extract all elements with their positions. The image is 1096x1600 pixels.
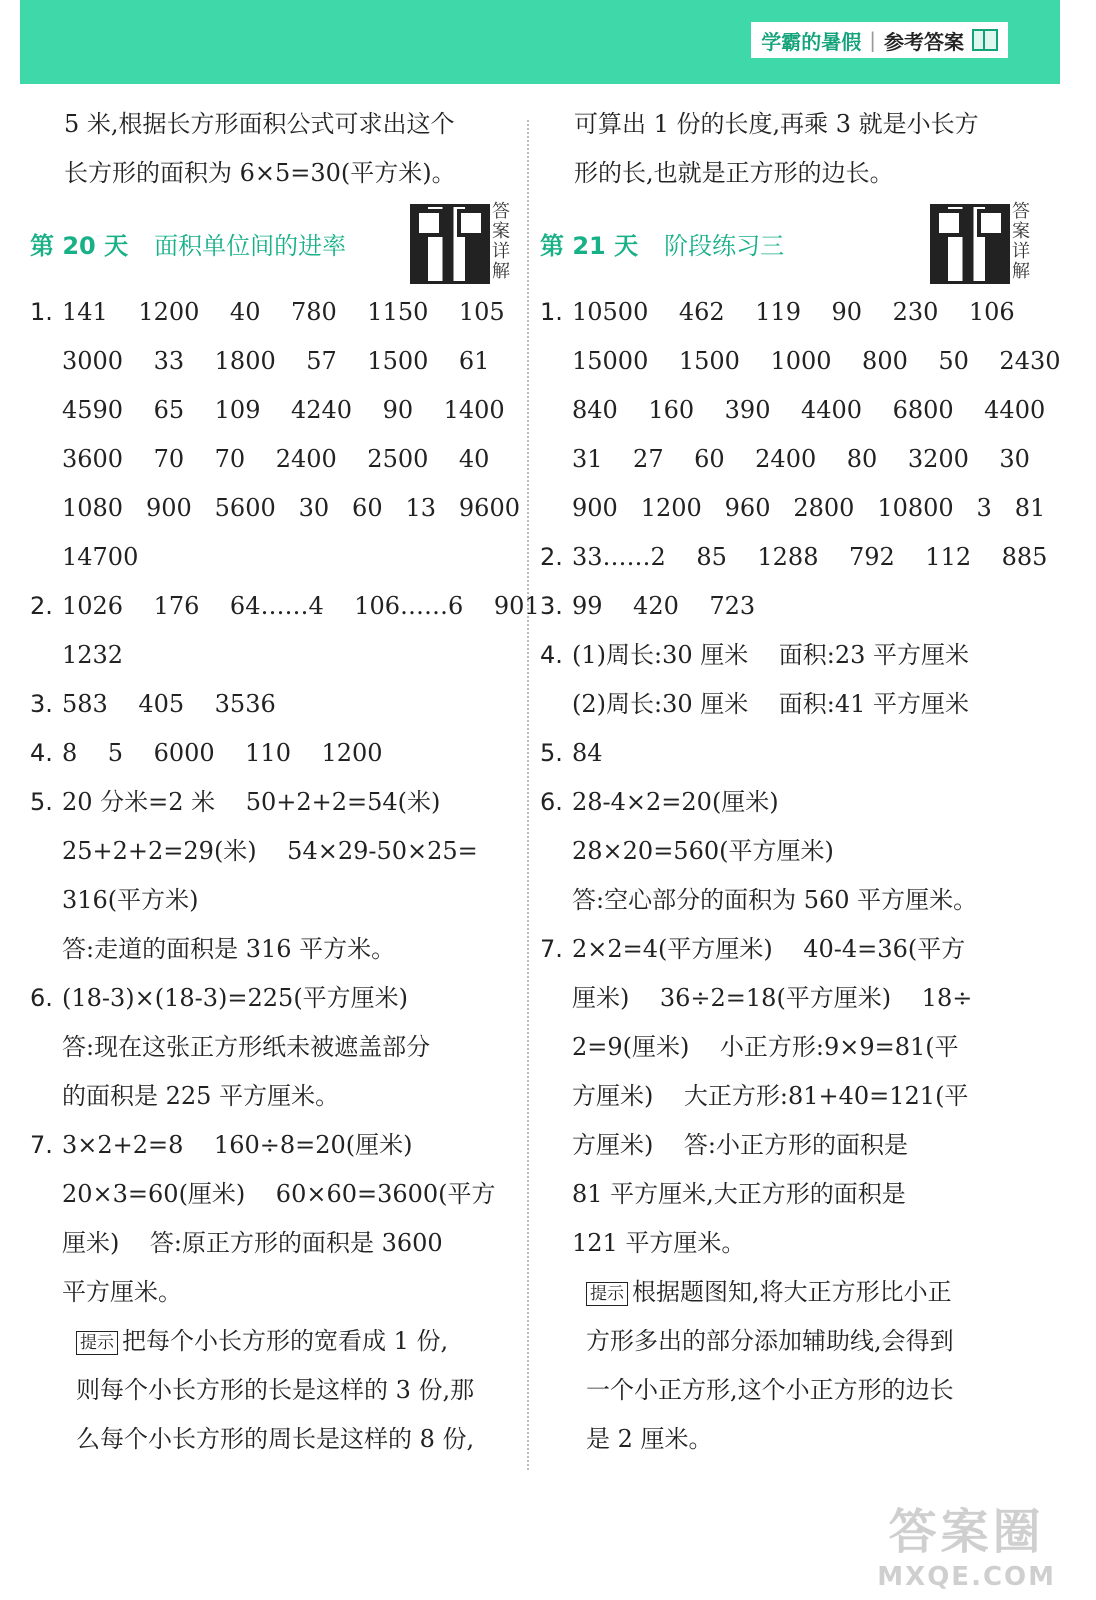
answer-line bbox=[540, 288, 1040, 337]
right-answer-list bbox=[540, 288, 1061, 1268]
answer-text: 方厘米) 大正方形:81+40=121(平 bbox=[572, 1082, 969, 1110]
answer-text: 方厘米) 答:小正方形的面积是 bbox=[572, 1131, 908, 1159]
answer-text: 121 平方厘米。 bbox=[572, 1229, 746, 1257]
answer-line bbox=[30, 1268, 520, 1317]
answer-line bbox=[540, 925, 1040, 974]
answer-text: (18-3)×(18-3)=225(平方厘米) bbox=[62, 984, 409, 1012]
answer-text: 28×20=560(平方厘米) bbox=[572, 837, 834, 865]
section-topic: 面积单位间的进率 bbox=[154, 231, 347, 260]
answer-text: 583 405 3536 bbox=[62, 690, 276, 718]
watermark bbox=[877, 1493, 1056, 1592]
answer-text: 3×2+2=8 160÷8=20(厘米) bbox=[62, 1131, 413, 1159]
answer-line bbox=[540, 778, 1040, 827]
answer-text: 4590 65 109 4240 90 1400 bbox=[62, 396, 505, 424]
answer-text: 15000 1500 1000 800 50 2430 bbox=[572, 347, 1061, 375]
answer-text: 答:走道的面积是 316 平方米。 bbox=[62, 935, 396, 963]
hint-line: 一个小正方形,这个小正方形的边长 bbox=[586, 1376, 954, 1404]
answer-text: 平方厘米。 bbox=[62, 1278, 182, 1306]
question-number: 2. bbox=[540, 543, 563, 571]
answer-line bbox=[540, 680, 1040, 729]
section-topic: 阶段练习三 bbox=[664, 231, 785, 260]
answer-line bbox=[540, 484, 1046, 533]
header-label: 参考答案 bbox=[884, 29, 964, 54]
answer-line bbox=[30, 337, 520, 386]
answer-line bbox=[30, 631, 520, 680]
qr-code-icon[interactable] bbox=[410, 204, 490, 284]
section-day: 第 21 天 bbox=[540, 231, 639, 260]
left-answer-list bbox=[30, 288, 540, 1317]
question-number: 4. bbox=[540, 641, 563, 669]
question-number: 1. bbox=[540, 298, 563, 326]
section-day: 第 20 天 bbox=[30, 231, 129, 260]
answer-line bbox=[30, 729, 520, 778]
answer-line bbox=[30, 386, 520, 435]
answer-line bbox=[540, 582, 1040, 631]
header-separator: | bbox=[869, 28, 876, 52]
answer-line bbox=[30, 435, 520, 484]
answer-line bbox=[30, 974, 520, 1023]
answer-line bbox=[30, 1170, 520, 1219]
page-header bbox=[20, 0, 1060, 84]
hint-line: 么每个小长方形的周长是这样的 8 份, bbox=[76, 1425, 475, 1453]
answer-line bbox=[540, 631, 1040, 680]
hint-icon: 提示 bbox=[586, 1282, 628, 1306]
section-title-day21 bbox=[540, 198, 1040, 288]
watermark-bottom: MXQE.COM bbox=[877, 1562, 1056, 1592]
answer-line bbox=[540, 1219, 1040, 1268]
right-column bbox=[540, 100, 1061, 1464]
question-number: 7. bbox=[540, 935, 563, 963]
qr-label: 答案详解 bbox=[1012, 201, 1030, 282]
left-intro-line: 5 米,根据长方形面积公式可求出这个 bbox=[64, 110, 455, 138]
hint-line bbox=[540, 1268, 1040, 1317]
hint-text: 把每个小长方形的宽看成 1 份, bbox=[122, 1327, 449, 1355]
question-number: 7. bbox=[30, 1131, 53, 1159]
answer-line bbox=[30, 1219, 520, 1268]
answer-text: 10500 462 119 90 230 106 bbox=[572, 298, 1015, 326]
question-number: 3. bbox=[540, 592, 563, 620]
answer-line bbox=[30, 876, 520, 925]
section-title-day20 bbox=[30, 198, 520, 288]
answer-text: 141 1200 40 780 1150 105 bbox=[62, 298, 505, 326]
answer-text: 900 1200 960 2800 10800 3 81 bbox=[572, 494, 1046, 522]
hint-line: 则每个小长方形的长是这样的 3 份,那 bbox=[76, 1376, 475, 1404]
answer-line bbox=[30, 778, 520, 827]
answer-text: 81 平方厘米,大正方形的面积是 bbox=[572, 1180, 906, 1208]
answer-text: (2)周长:30 厘米 面积:41 平方厘米 bbox=[572, 690, 970, 718]
answer-text: 33……2 85 1288 792 112 885 bbox=[572, 543, 1048, 571]
answer-line bbox=[30, 484, 520, 533]
answer-text: 316(平方米) bbox=[62, 886, 199, 914]
answer-text: 2=9(厘米) 小正方形:9×9=81(平 bbox=[572, 1033, 959, 1061]
answer-line bbox=[540, 435, 1040, 484]
answer-line bbox=[540, 337, 1061, 386]
answer-text: 840 160 390 4400 6800 4400 bbox=[572, 396, 1046, 424]
answer-text: 14700 bbox=[62, 543, 139, 571]
answer-line bbox=[540, 974, 1040, 1023]
question-number: 5. bbox=[30, 788, 53, 816]
question-number: 6. bbox=[540, 788, 563, 816]
answer-line bbox=[540, 1170, 1040, 1219]
answer-text: 1026 176 64……4 106……6 901 bbox=[62, 592, 540, 620]
hint-line: 方形多出的部分添加辅助线,会得到 bbox=[586, 1327, 954, 1355]
answer-text: 84 bbox=[572, 739, 603, 767]
book-icon bbox=[972, 29, 998, 51]
question-number: 3. bbox=[30, 690, 53, 718]
answer-line bbox=[540, 1121, 1040, 1170]
answer-text: 20 分米=2 米 50+2+2=54(米) bbox=[62, 788, 441, 816]
left-intro-line: 长方形的面积为 6×5=30(平方米)。 bbox=[64, 159, 456, 187]
answer-text: 厘米) 36÷2=18(平方厘米) 18÷ bbox=[572, 984, 973, 1012]
answer-text: 的面积是 225 平方厘米。 bbox=[62, 1082, 340, 1110]
answer-line bbox=[30, 582, 540, 631]
answer-line bbox=[30, 680, 520, 729]
hint-text: 根据题图知,将大正方形比小正 bbox=[632, 1278, 952, 1306]
watermark-top: 答案圈 bbox=[888, 1504, 1045, 1560]
answer-line bbox=[30, 925, 520, 974]
answer-text: 8 5 6000 110 1200 bbox=[62, 739, 383, 767]
question-number: 1. bbox=[30, 298, 53, 326]
answer-text: 25+2+2=29(米) 54×29-50×25= bbox=[62, 837, 478, 865]
answer-line bbox=[30, 827, 520, 876]
question-number: 5. bbox=[540, 739, 563, 767]
answer-line bbox=[540, 1072, 1040, 1121]
answer-line bbox=[540, 1023, 1040, 1072]
answer-text: 2×2=4(平方厘米) 40-4=36(平方 bbox=[572, 935, 966, 963]
answer-text: 3600 70 70 2400 2500 40 bbox=[62, 445, 490, 473]
hint-line bbox=[30, 1317, 520, 1366]
qr-label: 答案详解 bbox=[492, 201, 510, 282]
question-number: 4. bbox=[30, 739, 53, 767]
answer-line bbox=[30, 1023, 520, 1072]
header-brand: 学霸的暑假 bbox=[761, 29, 862, 54]
answer-line bbox=[30, 1072, 520, 1121]
column-divider bbox=[527, 120, 529, 1470]
left-column bbox=[30, 100, 540, 1464]
right-intro-line: 形的长,也就是正方形的边长。 bbox=[574, 159, 894, 187]
answer-text: 31 27 60 2400 80 3200 30 bbox=[572, 445, 1030, 473]
answer-text: 答:空心部分的面积为 560 平方厘米。 bbox=[572, 886, 978, 914]
answer-line bbox=[30, 1121, 520, 1170]
answer-text: 3000 33 1800 57 1500 61 bbox=[62, 347, 490, 375]
answer-text: 答:现在这张正方形纸未被遮盖部分 bbox=[62, 1033, 431, 1061]
answer-text: 1232 bbox=[62, 641, 124, 669]
qr-code-icon[interactable] bbox=[930, 204, 1010, 284]
answer-text: 99 420 723 bbox=[572, 592, 756, 620]
answer-text: 厘米) 答:原正方形的面积是 3600 bbox=[62, 1229, 443, 1257]
answer-text: 1080 900 5600 30 60 13 9600 bbox=[62, 494, 520, 522]
answer-line bbox=[540, 876, 1040, 925]
question-number: 2. bbox=[30, 592, 53, 620]
answer-text: 20×3=60(厘米) 60×60=3600(平方 bbox=[62, 1180, 496, 1208]
right-intro-line: 可算出 1 份的长度,再乘 3 就是小长方 bbox=[574, 110, 979, 138]
question-number: 6. bbox=[30, 984, 53, 1012]
hint-icon: 提示 bbox=[76, 1331, 118, 1355]
answer-line bbox=[540, 533, 1048, 582]
answer-line bbox=[540, 386, 1046, 435]
answer-text: 28-4×2=20(厘米) bbox=[572, 788, 779, 816]
answer-text: (1)周长:30 厘米 面积:23 平方厘米 bbox=[572, 641, 970, 669]
answer-line bbox=[30, 533, 520, 582]
answer-line bbox=[540, 729, 1040, 778]
answer-line bbox=[30, 288, 520, 337]
header-badge bbox=[751, 22, 1008, 58]
answer-line bbox=[540, 827, 1040, 876]
hint-line: 是 2 厘米。 bbox=[586, 1425, 713, 1453]
